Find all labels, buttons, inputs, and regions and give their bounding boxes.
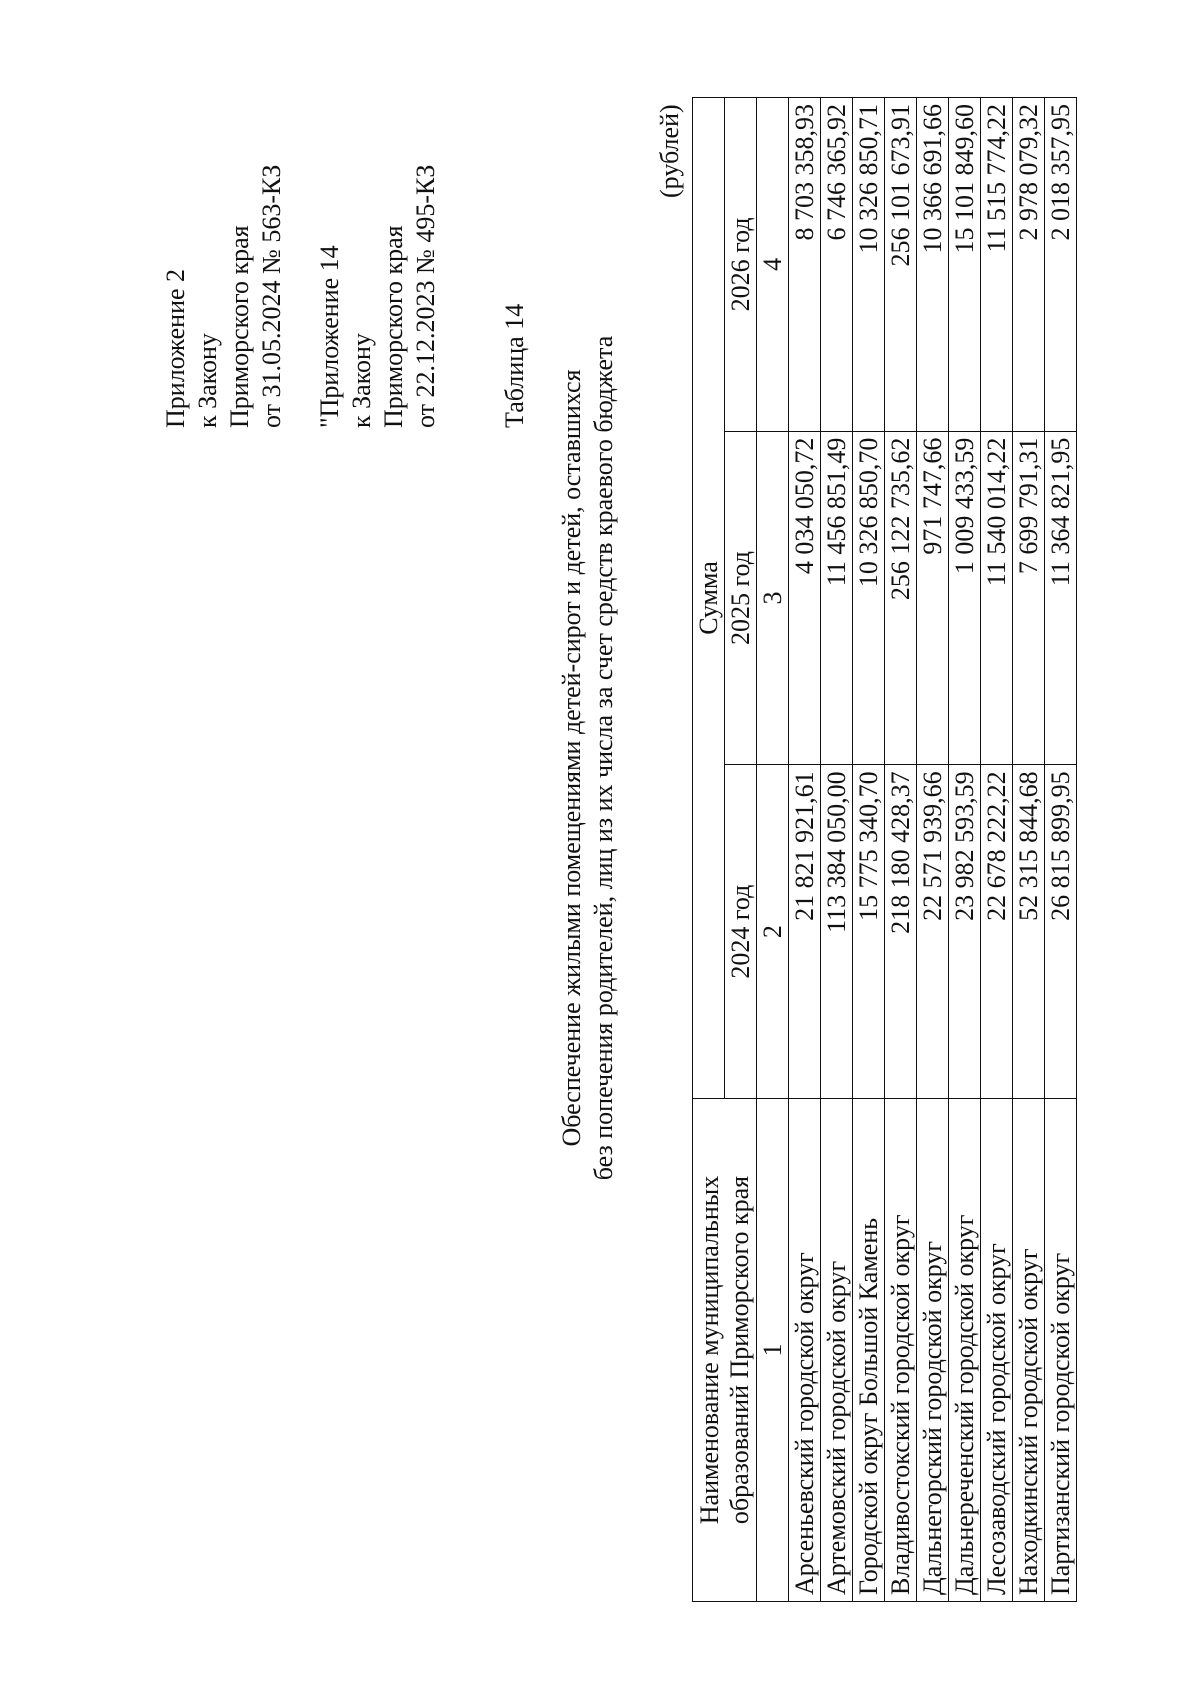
appendix-line: к Закону	[347, 333, 376, 428]
index-cell: 3	[757, 431, 789, 765]
municipality-name: Находкинский городской округ	[1013, 1098, 1045, 1601]
amount-2026: 11 515 774,22	[981, 98, 1013, 432]
amount-2024: 113 384 050,00	[821, 765, 853, 1099]
amount-2024: 26 815 899,95	[1045, 765, 1077, 1099]
appendix-prior	[314, 165, 442, 428]
table-header-row	[693, 98, 725, 1602]
municipality-name: Арсеньевский городской округ	[789, 1098, 821, 1601]
amount-2026: 10 326 850,71	[853, 98, 885, 432]
amount-2026: 2 978 079,32	[1013, 98, 1045, 432]
appendix-line: к Закону	[193, 333, 222, 428]
header-municipality: Наименование муниципальных образований Приморского края	[693, 1098, 757, 1601]
document-title	[556, 208, 620, 1308]
amount-2026: 8 703 358,93	[789, 98, 821, 432]
title-line: Обеспечение жилыми помещениями детей-сирот и детей, оставшихся	[557, 369, 586, 1147]
units-label: (рублей)	[655, 104, 684, 198]
table-number: Таблица 14	[500, 303, 529, 428]
header-year-2024: 2024 год	[725, 765, 757, 1099]
table-row	[949, 98, 981, 1602]
table-row	[853, 98, 885, 1602]
amount-2025: 10 326 850,70	[853, 431, 885, 765]
table-row	[981, 98, 1013, 1602]
municipality-name: Дальнегорский городской округ	[917, 1098, 949, 1601]
amount-2025: 256 122 735,62	[885, 431, 917, 765]
municipality-name: Партизанский городской округ	[1045, 1098, 1077, 1601]
amount-2024: 218 180 428,37	[885, 765, 917, 1099]
appendix-line: от 22.12.2023 № 495-КЗ	[411, 164, 440, 428]
appendix-reference	[160, 165, 468, 428]
appendix-line: Приморского края	[225, 225, 254, 428]
table-row	[821, 98, 853, 1602]
municipality-name: Дальнереченский городской округ	[949, 1098, 981, 1601]
amount-2024: 21 821 921,61	[789, 765, 821, 1099]
appendix-line: Приложение 2	[161, 268, 190, 428]
amount-2024: 52 315 844,68	[1013, 765, 1045, 1099]
amount-2024: 22 571 939,66	[917, 765, 949, 1099]
table-row	[917, 98, 949, 1602]
amount-2026: 15 101 849,60	[949, 98, 981, 432]
amount-2025: 4 034 050,72	[789, 431, 821, 765]
amount-2025: 1 009 433,59	[949, 431, 981, 765]
amount-2024: 23 982 593,59	[949, 765, 981, 1099]
amount-2025: 11 540 014,22	[981, 431, 1013, 765]
appendix-current	[160, 165, 288, 428]
table-row	[1045, 98, 1077, 1602]
header-sum: Сумма	[693, 98, 725, 1099]
amount-2025: 11 456 851,49	[821, 431, 853, 765]
amount-2026: 6 746 365,92	[821, 98, 853, 432]
municipality-name: Владивостокский городской округ	[885, 1098, 917, 1601]
amount-2025: 971 747,66	[917, 431, 949, 765]
table-row	[789, 98, 821, 1602]
header-year-2026: 2026 год	[725, 98, 757, 432]
index-cell: 1	[757, 1098, 789, 1601]
appendix-line: "Приложение 14	[315, 245, 344, 428]
municipality-name: Городской округ Большой Камень	[853, 1098, 885, 1601]
appendix-line: Приморского края	[379, 225, 408, 428]
municipality-name: Артемовский городской округ	[821, 1098, 853, 1601]
amount-2025: 7 699 791,31	[1013, 431, 1045, 765]
table-row	[885, 98, 917, 1602]
index-cell: 2	[757, 765, 789, 1099]
amount-2026: 10 366 691,66	[917, 98, 949, 432]
index-cell: 4	[757, 98, 789, 432]
amount-2025: 11 364 821,95	[1045, 431, 1077, 765]
amount-2024: 15 775 340,70	[853, 765, 885, 1099]
municipality-name: Лесозаводский городской округ	[981, 1098, 1013, 1601]
header-year-2025: 2025 год	[725, 431, 757, 765]
amount-2026: 2 018 357,95	[1045, 98, 1077, 432]
amount-2024: 22 678 222,22	[981, 765, 1013, 1099]
title-line: без попечения родителей, лиц из их числа за счет средств краевого бюджета	[589, 335, 618, 1181]
appendix-line: от 31.05.2024 № 563-КЗ	[257, 164, 286, 428]
table-index-row	[757, 98, 789, 1602]
table-row	[1013, 98, 1045, 1602]
amount-2026: 256 101 673,91	[885, 98, 917, 432]
funding-table	[692, 97, 1077, 1602]
